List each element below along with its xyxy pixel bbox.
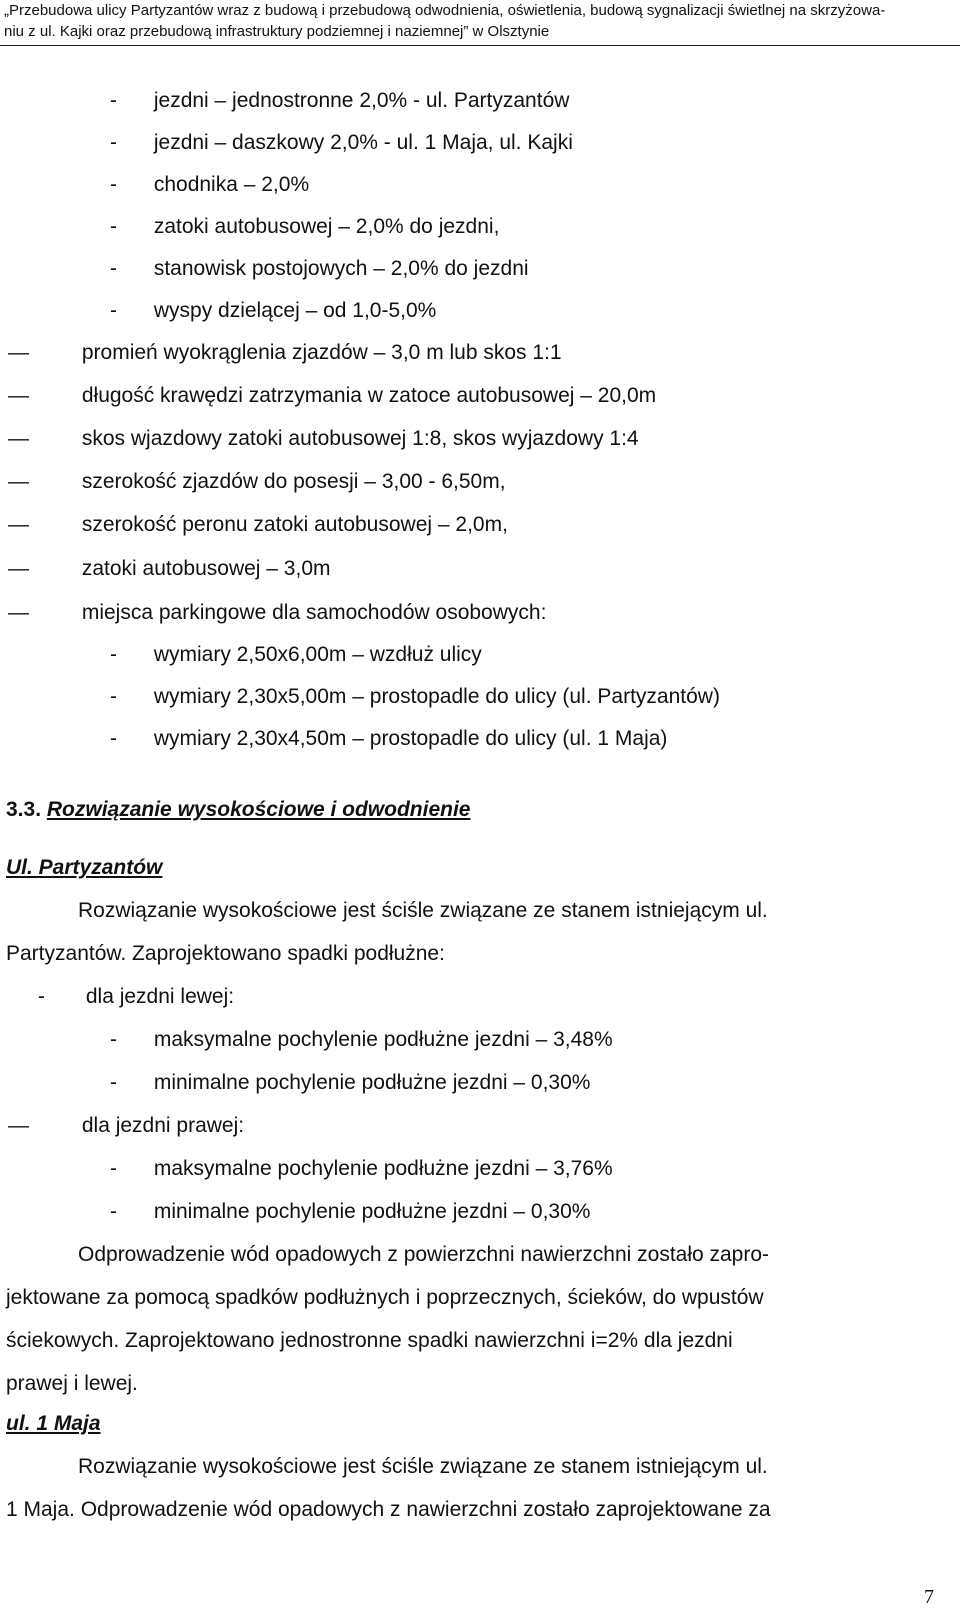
dash-marker: -: [110, 643, 117, 666]
dash-marker: -: [110, 685, 117, 708]
list-item: — szerokość zjazdów do posesji – 3,00 - 6,50m,: [8, 470, 506, 493]
dash-marker: -: [110, 131, 117, 154]
paragraph-line: Rozwiązanie wysokościowe jest ściśle związane ze stanem istniejącym ul.: [78, 899, 768, 922]
section-heading: [6, 797, 470, 823]
emdash-marker: —: [8, 1114, 29, 1137]
page-number: 7: [924, 1586, 934, 1608]
list-item: - wymiary 2,50x6,00m – wzdłuż ulicy: [110, 643, 482, 666]
section-number: 3.3.: [6, 798, 42, 821]
dash-marker: -: [110, 173, 117, 196]
list-item: - maksymalne pochylenie podłużne jezdni – 3,48%: [110, 1028, 613, 1051]
list-item: - stanowisk postojowych – 2,0% do jezdni: [110, 257, 529, 280]
list-item: — szerokość peronu zatoki autobusowej – 2,0m,: [8, 513, 508, 536]
emdash-marker: —: [8, 513, 29, 536]
paragraph-line: Partyzantów. Zaprojektowano spadki podłużne:: [6, 942, 445, 965]
list-item: — miejsca parkingowe dla samochodów osobowych:: [8, 601, 547, 624]
list-item: - maksymalne pochylenie podłużne jezdni – 3,76%: [110, 1157, 613, 1180]
header-line-1: „Przebudowa ulicy Partyzantów wraz z budową i przebudową odwodnienia, oświetlenia, budową sygnalizacji świetlnej na skrzyżowa-: [4, 2, 886, 19]
emdash-marker: —: [8, 427, 29, 450]
dash-marker: -: [110, 89, 117, 112]
paragraph-line: Rozwiązanie wysokościowe jest ściśle związane ze stanem istniejącym ul.: [78, 1455, 768, 1478]
subheading-partyzantow: Ul. Partyzantów: [6, 856, 163, 879]
list-item: — zatoki autobusowej – 3,0m: [8, 557, 331, 580]
emdash-marker: —: [8, 470, 29, 493]
paragraph-line: Odprowadzenie wód opadowych z powierzchni nawierzchni zostało zapro-: [78, 1243, 770, 1266]
emdash-marker: —: [8, 557, 29, 580]
list-item: - chodnika – 2,0%: [110, 173, 310, 196]
section-title: Rozwiązanie wysokościowe i odwodnienie: [46, 798, 471, 821]
paragraph-line: prawej i lewej.: [6, 1372, 138, 1395]
document-header: [0, 0, 960, 46]
dash-marker: -: [110, 1200, 117, 1223]
list-item: — długość krawędzi zatrzymania w zatoce autobusowej – 20,0m: [8, 384, 657, 407]
list-item: — promień wyokrąglenia zjazdów – 3,0 m lub skos 1:1: [8, 341, 562, 364]
dash-marker: -: [110, 1071, 117, 1094]
list-item: - zatoki autobusowej – 2,0% do jezdni,: [110, 215, 500, 238]
list-item: - wymiary 2,30x5,00m – prostopadle do ulicy (ul. Partyzantów): [110, 685, 720, 708]
paragraph-line: jektowane za pomocą spadków podłużnych i poprzecznych, ścieków, do wpustów: [6, 1286, 764, 1309]
list-item: — dla jezdni prawej:: [8, 1114, 245, 1137]
list-item: - wymiary 2,30x4,50m – prostopadle do ulicy (ul. 1 Maja): [110, 727, 668, 750]
emdash-marker: —: [8, 341, 29, 364]
list-item: - wyspy dzielącej – od 1,0-5,0%: [110, 299, 437, 322]
emdash-marker: —: [8, 601, 29, 624]
emdash-marker: —: [8, 384, 29, 407]
paragraph-line: 1 Maja. Odprowadzenie wód opadowych z nawierzchni zostało zaprojektowane za: [6, 1498, 771, 1521]
paragraph-line: ściekowych. Zaprojektowano jednostronne spadki nawierzchni i=2% dla jezdni: [6, 1329, 733, 1352]
list-item: - minimalne pochylenie podłużne jezdni – 0,30%: [110, 1071, 591, 1094]
dash-marker: -: [110, 727, 117, 750]
dash-marker: -: [38, 985, 45, 1008]
list-item: - minimalne pochylenie podłużne jezdni – 0,30%: [110, 1200, 591, 1223]
dash-marker: -: [110, 299, 117, 322]
dash-marker: -: [110, 1157, 117, 1180]
header-line-2: niu z ul. Kajki oraz przebudową infrastruktury podziemnej i naziemnej” w Olsztynie: [4, 23, 550, 40]
dash-marker: -: [110, 215, 117, 238]
list-item: - jezdni – jednostronne 2,0% - ul. Partyzantów: [110, 89, 570, 112]
list-item: — skos wjazdowy zatoki autobusowej 1:8, skos wyjazdowy 1:4: [8, 427, 639, 450]
dash-marker: -: [110, 257, 117, 280]
subheading-1-maja: ul. 1 Maja: [6, 1412, 101, 1435]
list-item: - dla jezdni lewej:: [38, 985, 235, 1008]
list-item: - jezdni – daszkowy 2,0% - ul. 1 Maja, ul. Kajki: [110, 131, 573, 154]
dash-marker: -: [110, 1028, 117, 1051]
